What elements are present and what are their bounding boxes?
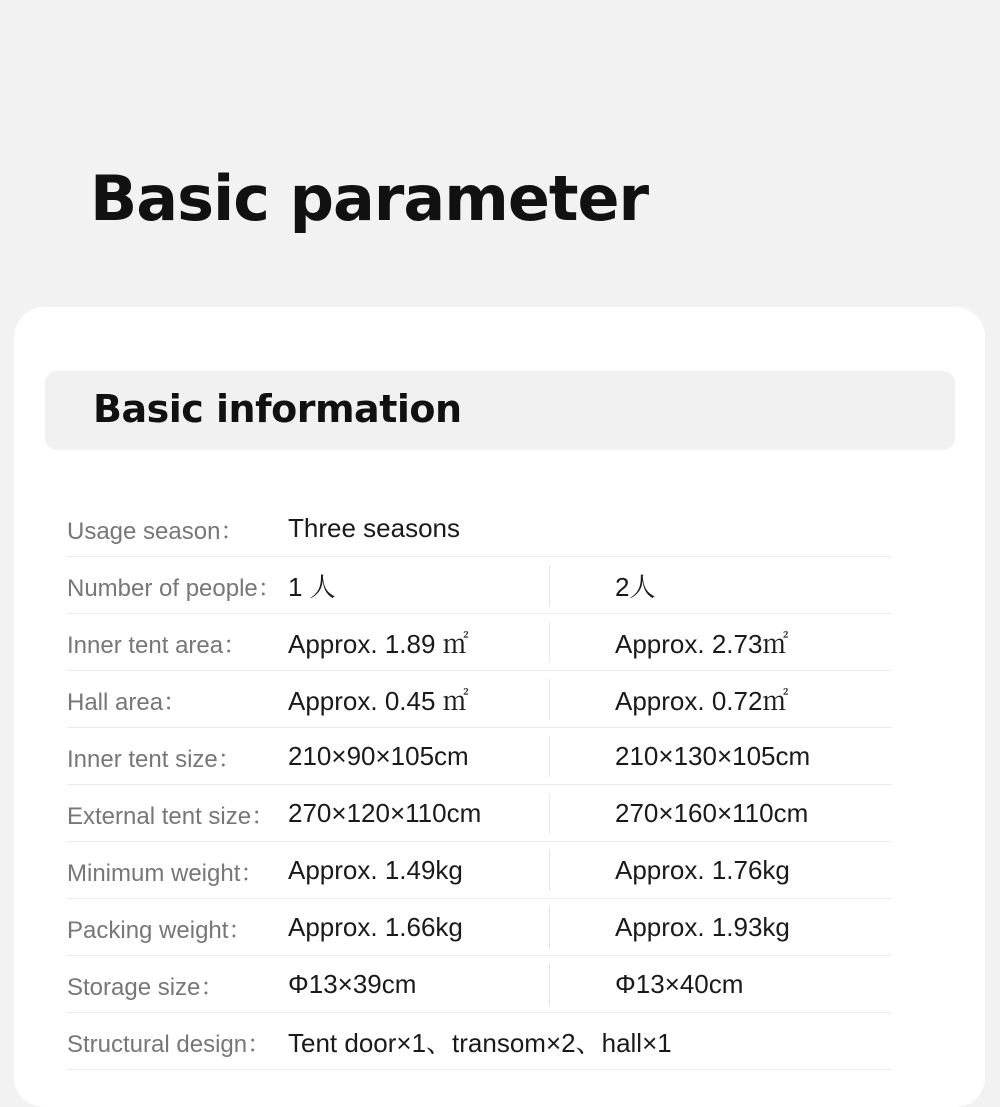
spec-value-1p: 1 人	[288, 571, 336, 602]
spec-value-1p: Φ13×39cm	[288, 968, 417, 999]
spec-label: Inner tent size：	[67, 745, 242, 773]
spec-row-minimum-weight	[67, 842, 892, 899]
section-title: Basic information	[93, 387, 462, 431]
spec-card	[14, 307, 985, 1107]
spec-value-1p: Approx. 1.66kg	[288, 911, 463, 942]
spec-value-2p: Approx. 2.73㎡	[615, 628, 789, 659]
spec-value: Three seasons	[288, 513, 460, 543]
spec-value-2p: 270×160×110cm	[615, 797, 809, 828]
spec-row-inner-tent-size	[67, 728, 892, 785]
column-divider	[549, 622, 550, 663]
spec-label: External tent size：	[67, 802, 276, 830]
spec-label: Minimum weight：	[67, 859, 265, 887]
spec-row-inner-tent-area	[67, 614, 892, 671]
spec-value-1p: Approx. 1.49kg	[288, 854, 463, 885]
spec-row-number-of-people	[67, 557, 892, 614]
spec-row-storage-size	[67, 956, 892, 1013]
page-title: Basic parameter	[90, 162, 649, 235]
spec-label: Inner tent area：	[67, 631, 248, 659]
spec-value-2p: 2人	[615, 571, 656, 602]
spec-value-1p: Approx. 1.89 ㎡	[288, 628, 469, 659]
spec-label: Packing weight：	[67, 916, 253, 944]
spec-row-hall-area	[67, 671, 892, 728]
spec-label: Hall area：	[67, 688, 188, 716]
spec-value: Tent door×1、transom×2、hall×1	[288, 1027, 672, 1058]
column-divider	[549, 793, 550, 834]
column-divider	[549, 907, 550, 948]
spec-label: Storage size：	[67, 973, 225, 1001]
section-header	[45, 371, 955, 450]
spec-value-2p: 210×130×105cm	[615, 740, 811, 771]
spec-table	[67, 501, 892, 1070]
spec-label: Structural design：	[67, 1030, 272, 1058]
spec-label: Usage season：	[67, 518, 245, 545]
spec-value-2p: Approx. 0.72㎡	[615, 685, 789, 716]
spec-row-external-tent-size	[67, 785, 892, 842]
column-divider	[549, 850, 550, 891]
spec-row-structural-design	[67, 1013, 892, 1070]
column-divider	[549, 679, 550, 720]
column-divider	[549, 964, 550, 1005]
column-divider	[549, 565, 550, 606]
spec-value-1p: 210×90×105cm	[288, 740, 469, 771]
spec-label: Number of people：	[67, 574, 282, 602]
spec-value-2p: Approx. 1.93kg	[615, 911, 790, 942]
spec-value-1p: Approx. 0.45 ㎡	[288, 685, 469, 716]
spec-value-1p: 270×120×110cm	[288, 797, 482, 828]
spec-row-packing-weight	[67, 899, 892, 956]
spec-value-2p: Approx. 1.76kg	[615, 854, 790, 885]
spec-row-usage-season	[67, 501, 892, 557]
spec-value-2p: Φ13×40cm	[615, 968, 744, 999]
column-divider	[549, 736, 550, 777]
